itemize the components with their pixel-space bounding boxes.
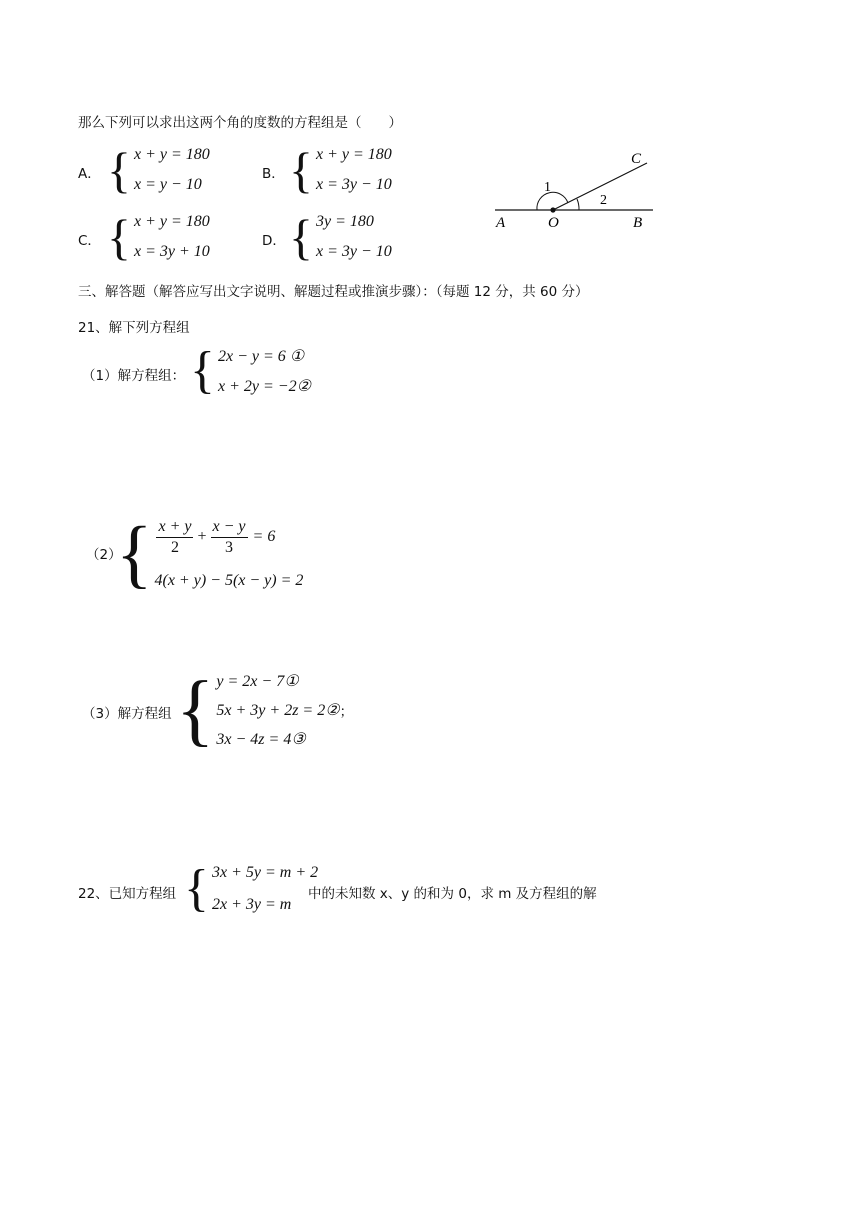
label-a: A xyxy=(496,215,506,231)
q21-part2-eq2: 4(x + y) − 5(x − y) = 2 xyxy=(154,572,304,589)
option-c-eq1: x + y = 180 xyxy=(134,213,210,230)
q21-part3-eq1: y = 2x − 7① xyxy=(216,673,299,690)
brace-icon: { xyxy=(289,142,313,198)
option-c-eq2: x = 3y + 10 xyxy=(134,243,210,260)
label-angle-1: 1 xyxy=(544,180,551,195)
option-b-system xyxy=(289,142,392,198)
option-d-eq2: x = 3y − 10 xyxy=(316,243,392,260)
option-b-eq2: x = 3y − 10 xyxy=(316,176,392,193)
equation-rhs: = 6 xyxy=(252,528,276,546)
q22-eq1: 3x + 5y = m + 2 xyxy=(211,864,319,881)
option-d-label: D． xyxy=(262,233,286,249)
fraction-numerator: x − y xyxy=(211,518,248,538)
q22-system xyxy=(184,860,319,917)
q22-text: 中的未知数 x、y 的和为 0，求 m 及方程组的解 xyxy=(308,886,597,902)
q21-part2-label: （2） xyxy=(86,547,122,563)
brace-icon: { xyxy=(176,666,215,754)
angle-1-arc xyxy=(537,192,568,210)
fraction-numerator: x + y xyxy=(156,518,193,538)
label-angle-2: 2 xyxy=(600,193,607,208)
brace-icon: { xyxy=(107,209,131,265)
q21-title: 21、解下列方程组 xyxy=(78,320,190,336)
brace-icon: { xyxy=(289,209,313,265)
q21-part3-eq2: 5x + 3y + 2z = 2② xyxy=(216,702,340,719)
angle-figure xyxy=(485,146,665,238)
point-o xyxy=(550,207,555,212)
q21-part2-system xyxy=(116,512,304,596)
option-c-system xyxy=(107,209,210,265)
q21-part1-eq2: x + 2y = −2② xyxy=(217,378,311,395)
fraction xyxy=(211,518,248,556)
option-b-eq1: x + y = 180 xyxy=(316,146,392,163)
plus-sign: + xyxy=(197,528,207,546)
fraction-denominator: 3 xyxy=(225,538,234,556)
punctuation: ； xyxy=(339,704,354,720)
q21-part3-eq2-row xyxy=(216,700,353,720)
label-b: B xyxy=(633,215,643,231)
fraction-denominator: 2 xyxy=(170,538,179,556)
q21-part1-system xyxy=(190,342,311,399)
fraction xyxy=(156,518,193,556)
angle-2-arc xyxy=(577,199,579,210)
q21-part3-label: （3）解方程组 xyxy=(82,706,172,722)
q21-part3-eq3: 3x − 4z = 4③ xyxy=(216,731,306,748)
brace-icon: { xyxy=(184,860,209,917)
option-d-system xyxy=(289,209,392,265)
q21-part2-eq1 xyxy=(154,518,303,556)
q22-eq2: 2x + 3y = m xyxy=(211,896,292,913)
q21-part1-eq1: 2x − y = 6 ① xyxy=(217,348,305,365)
label-c: C xyxy=(631,151,642,167)
option-a-eq2: x = y − 10 xyxy=(134,176,202,193)
brace-icon: { xyxy=(116,512,153,596)
q22-label: 22、已知方程组 xyxy=(78,886,177,902)
label-o: O xyxy=(548,215,559,231)
question-stem: 那么下列可以求出这两个角的度数的方程组是（ ） xyxy=(78,115,402,131)
option-d-eq1: 3y = 180 xyxy=(316,213,374,230)
option-a-system xyxy=(107,142,210,198)
option-b-label: B． xyxy=(262,166,285,182)
q21-part3-system xyxy=(176,666,354,754)
brace-icon: { xyxy=(190,342,215,399)
option-c-label: C． xyxy=(78,233,101,249)
option-a-eq1: x + y = 180 xyxy=(134,146,210,163)
q21-part1-label: （1）解方程组： xyxy=(82,368,186,384)
option-a-label: A． xyxy=(78,166,101,182)
section-heading: 三、解答题（解答应写出文字说明、解题过程或推演步骤）：（每题 12 分，共 60 分） xyxy=(78,284,589,300)
brace-icon: { xyxy=(107,142,131,198)
